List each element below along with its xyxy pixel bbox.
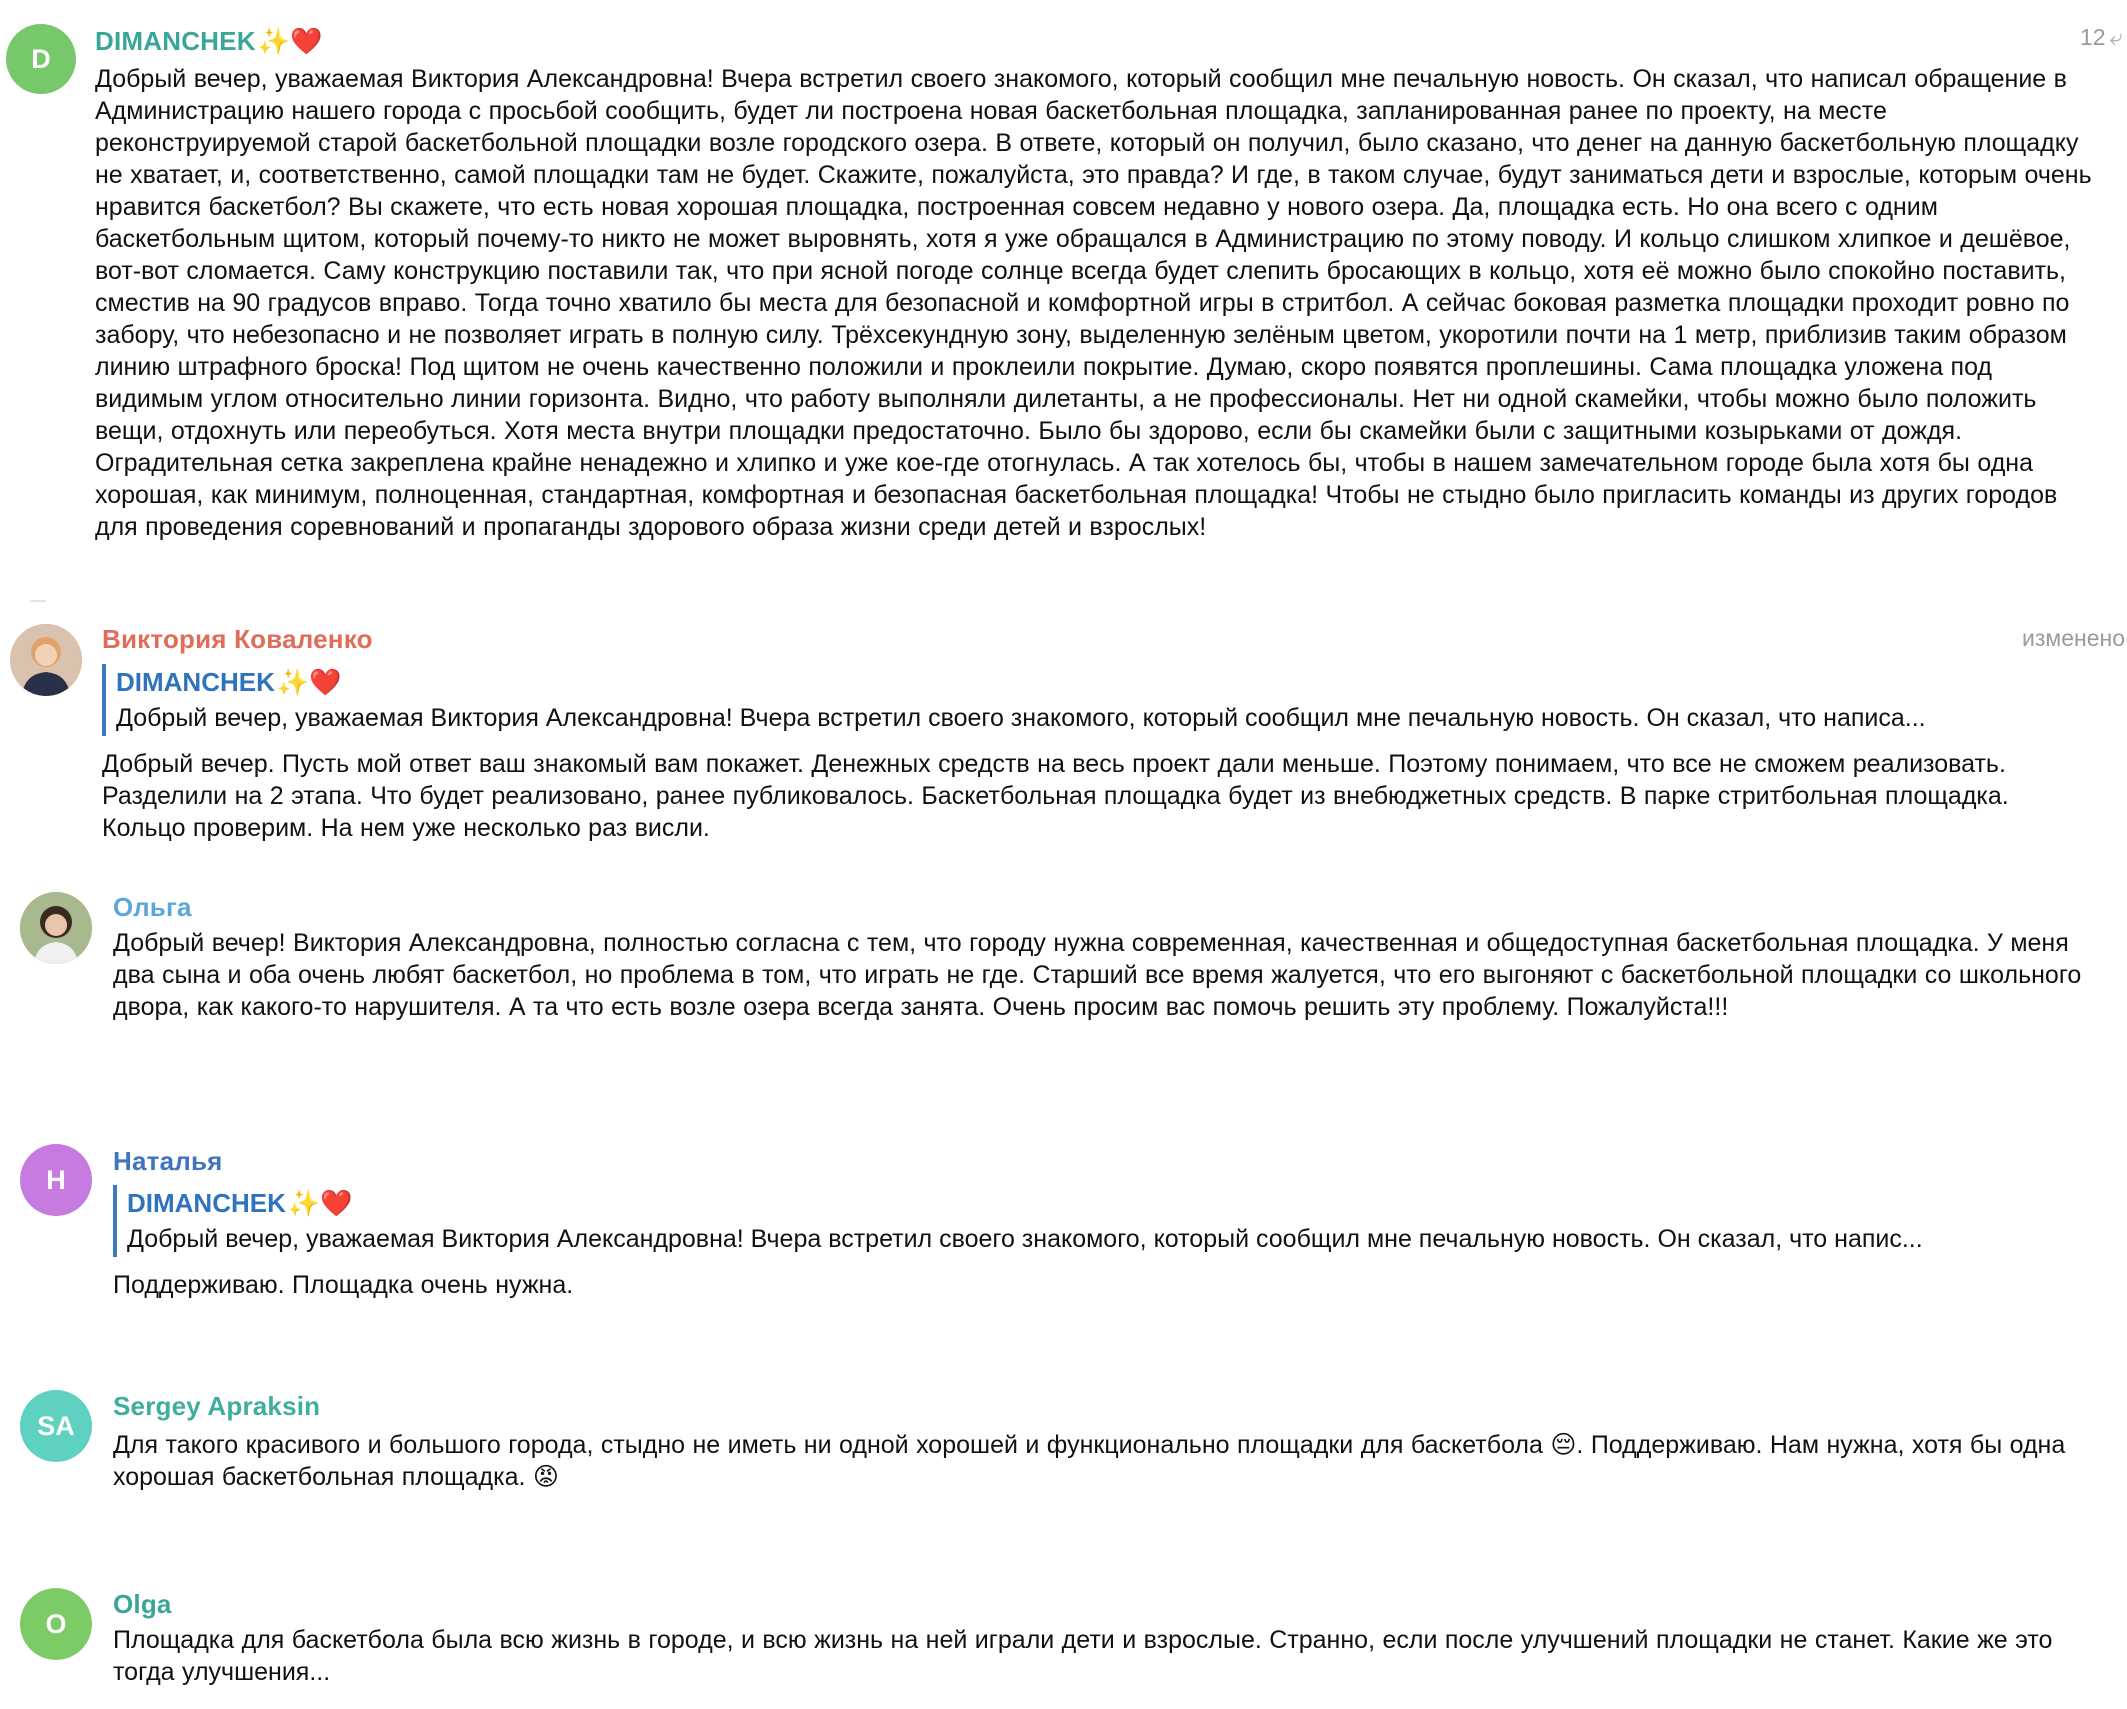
sender-name[interactable]: DIMANCHEK✨❤️ xyxy=(95,26,323,56)
sender-name[interactable]: Ольга xyxy=(113,892,192,922)
sender-name[interactable]: Виктория Коваленко xyxy=(102,624,373,654)
reply-arrow-icon[interactable]: ⤶ xyxy=(2109,24,2123,50)
message-text: Площадка для баскетбола была всю жизнь в городе, и всю жизнь на ней играли дети и взрослые. Странно, если после улучшений площадки не станет. Какие же это тогда улучшения... xyxy=(113,1626,2053,1686)
sender-name[interactable]: Sergey Apraksin xyxy=(113,1391,321,1421)
edited-label: изменено xyxy=(2022,625,2125,651)
message-text: Добрый вечер, уважаемая Виктория Александровна! Вчера встретил своего знакомого, который сообщил мне печальную новость. Он сказал, что написал обращение в Администрацию нашего города с просьбой сообщить, будет ли построена новая баскетбольная площадка, запланированная ранее по проекту, на месте реконструируемой старой баскетбольной площадки возле городского озера. В ответе, который он получил, было сказано, что денег на данную баскетбольную площадку не хватает, и, соответственно, самой площадки там не будет. Скажите, пожалуйста, это правда? И где, в таком случае, будут заниматься дети и взрослые, которым очень нравится баскетбол? Вы скажете, что есть новая хорошая площадка, построенная совсем недавно у нового озера. Да, площадка есть. Но она всего с одним баскетбольным щитом, который почему-то никто не может выровнять, хотя я уже обращался в Администрацию по этому поводу. И кольцо слишком хлипкое и дешёвое, вот-вот сломается. Саму конструкцию поставили так, что при ясной погоде солнце всегда будет слепить бросающих в кольцо, хотя её можно было спокойно поставить, сместив на 90 градусов вправо. Тогда точно хватило бы места для безопасной и комфортной игры в стритбол. А сейчас боковая разметка площадки проходит ровно по забору, что небезопасно и не позволяет играть в полную силу. Трёхсекундную зону, выделенную зелёным цветом, укоротили почти на 1 метр, приблизив таким образом линию штрафного броска! Под щитом не очень качественно положили и проклеили покрытие. Думаю, скоро появятся проплешины. Сама площадка уложена под видимым углом относительно линии горизонта. Видно, что работу выполняли дилетанты, а не профессионалы. Нет ни одной скамейки, чтобы можно было положить вещи, отдохнуть или переобуться. Хотя места внутри площадки предостаточно. Было бы здорово, если бы скамейки были с защитными козырьками от дождя. Оградительная сетка закреплена крайне ненадежно и хлипко и уже кое-где отогнулась. А так хотелось бы, чтобы в нашем замечательном городе была хотя бы одна хорошая, как минимум, полноценная, стандартная, комфортная и безопасная баскетбольная площадка! Чтобы не стыдно было пригласить команды из других городов для проведения соревнований и пропаганды здорового образа жизни среди детей и взрослых! xyxy=(95,65,2092,541)
sender-name[interactable]: Olga xyxy=(113,1589,172,1619)
reply-text: Добрый вечер, уважаемая Виктория Александровна! Вчера встретил своего знакомого, который сообщил мне печальную новость. Он сказал, что напис... xyxy=(127,1225,1923,1253)
avatar[interactable] xyxy=(20,1144,92,1216)
reply-text: Добрый вечер, уважаемая Виктория Александровна! Вчера встретил своего знакомого, который сообщил мне печальную новость. Он сказал, что написа... xyxy=(116,704,1926,732)
message-text: Добрый вечер! Виктория Александровна, полностью согласна с тем, что городу нужна современная, качественная и общедоступная баскетбольная площадка. У меня два сына и оба очень любят баскетбол, но проблема в том, что играть не где. Старший все время жалуется, что его выгоняют с баскетбольной площадки со школьного двора, как какого-то нарушителя. А та что есть возле озера всегда занята. Очень просим вас помочь решить эту проблему. Пожалуйста!!! xyxy=(113,929,2082,1021)
message-text: Добрый вечер. Пусть мой ответ ваш знакомый вам покажет. Денежных средств на весь проект дали меньше. Поэтому понимаем, что все не сможем реализовать. Разделили на 2 этапа. Что будет реализовано, ранее публиковалось. Баскетбольная площадка будет из внебюджетных средств. В парке стритбольная площадка. Кольцо проверим. На нем уже несколько раз висли. xyxy=(102,750,2009,842)
sparkle-heart-emoji: ✨❤️ xyxy=(257,26,323,56)
divider xyxy=(30,600,46,602)
avatar-letter: O xyxy=(45,1608,67,1639)
message-text: Поддерживаю. Площадка очень нужна. xyxy=(113,1271,574,1299)
message-text: Для такого красивого и большого города, стыдно не иметь ни одной хорошей и функционально площадки для баскетбола 😔. Поддерживаю. Нам нужна, хотя бы одна хорошая баскетбольная площадка. 😡 xyxy=(113,1431,2066,1491)
person-photo-icon xyxy=(10,624,82,696)
message-time: 12 ⤶ xyxy=(2080,24,2123,50)
reply-quote[interactable] xyxy=(102,664,2108,736)
avatar[interactable] xyxy=(20,1390,92,1462)
avatar-letter: Н xyxy=(46,1164,66,1195)
reply-sender: DIMANCHEK✨❤️ xyxy=(116,667,342,697)
reply-quote[interactable] xyxy=(113,1185,2107,1257)
person-photo-icon xyxy=(20,892,92,964)
avatar[interactable] xyxy=(6,24,76,94)
avatar[interactable] xyxy=(10,624,82,696)
avatar-letter: SA xyxy=(37,1410,75,1441)
sender-name[interactable]: Наталья xyxy=(113,1146,223,1176)
avatar[interactable] xyxy=(20,1588,92,1660)
reply-sender: DIMANCHEK✨❤️ xyxy=(127,1188,353,1218)
avatar[interactable] xyxy=(20,892,92,964)
avatar-letter: D xyxy=(31,43,51,74)
sparkle-heart-emoji: ✨❤️ xyxy=(287,1188,353,1218)
sparkle-heart-emoji: ✨❤️ xyxy=(276,667,342,697)
